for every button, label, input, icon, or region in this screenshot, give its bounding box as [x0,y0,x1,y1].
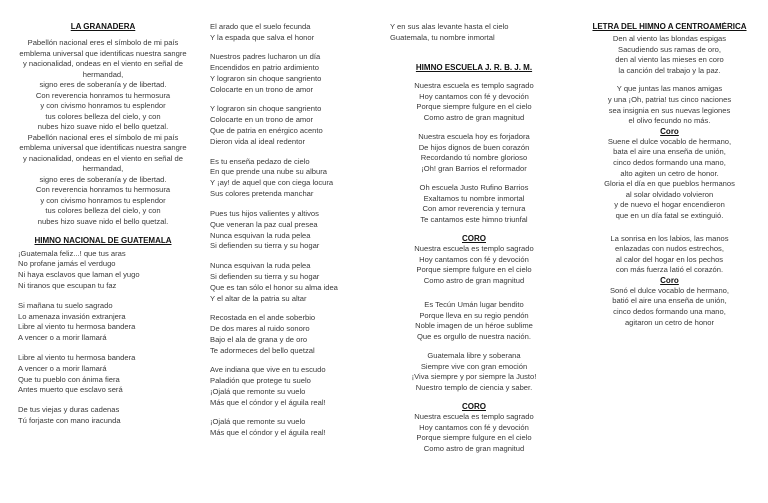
verse-line: Libre al viento tu hermosa bandera [18,352,136,362]
verse-line: cinco dedos formando una mano, [613,307,726,317]
verse-line: Con amor reverencia y ternura [422,204,526,213]
centroamerica-coro-2 [592,286,747,328]
verse-line: Si defienden su tierra y su hogar [210,241,320,251]
verse-line: Gloria el día en que pueblos hermanos [604,179,735,189]
verse-line: Pabellón nacional eres el símbolo de mi país [27,132,179,142]
stanza [210,157,370,201]
verse-line: Si mañana tu suelo sagrado [18,300,113,310]
verse-line: al solar olvidado volvieron [625,189,714,199]
verse-line: tus colores belleza del cielo, y con [45,111,161,121]
centroamerica-stanza-1 [592,34,747,76]
verse-line: Guatemala libre y soberana [427,351,521,360]
verse-line: cinco dedos formando una mano, [613,157,726,167]
verse-line: Te cantamos este himno triunfal [420,214,528,224]
stanza [18,353,188,397]
verse-line: Nuestro templo de ciencia y saber. [415,382,533,392]
himno-centroamerica-title: LETRA DEL HIMNO A CENTROAMÉRICA [592,22,747,31]
centroamerica-coro-label-2: Coro [660,275,679,285]
verse-line: Antes muerto que esclavo será [18,385,123,395]
centroamerica-coro-1 [592,137,747,222]
verse-line: enlazadas con nudos estrechos, [615,244,724,254]
verse-line: Que veneran la paz cual presea [210,219,318,229]
verse-line: la canción del trabajo y la paz. [618,65,721,75]
verse-line: agitaron un cetro de honor [624,317,715,327]
stanza [210,104,370,148]
verse-line: nubes hizo suave nido el bello quetzal. [37,122,169,131]
stanza [210,52,370,96]
verse-line: Con reverencia honramos tu hermosura [35,185,171,194]
verse-line: Y que juntas las manos amigas [616,84,723,94]
verse-line: al calor del hogar en los pechos [615,254,724,264]
column-himno-centroamerica [592,22,747,336]
stanza [390,351,558,393]
verse-line: signo eres de soberanía y de libertad. [39,80,167,89]
verse-line: Sonó el dulce vocablo de hermano, [609,285,730,295]
verse-line: ¡Ojalá que remonte su vuelo [210,417,306,427]
verse-line: Más que el cóndor y el águila real! [210,397,326,407]
verse-line: que en un día fatal se extinguió. [615,210,724,220]
la-granadera-text [18,38,188,227]
verse-line: Siempre vive con gran emoción [420,361,528,371]
verse-line: Hoy cantamos con fé y devoción [419,91,529,101]
centroamerica-stanza-2 [592,84,747,126]
himno-nacional-stanzas [18,249,188,427]
verse-line: Recordando tú nombre glorioso [420,153,528,162]
stanza [390,300,558,342]
verse-line: Y ¡ay! de aquel que con ciega locura [210,178,334,188]
verse-line: Colocarte en un trono de amor [210,85,313,95]
verse-line: No profane jamás el verdugo [18,259,116,269]
stanza [210,365,370,409]
himno-escuela-stanzas-2 [390,300,558,393]
verse-line: Y el altar de la patria su altar [210,293,307,303]
verse-line: Que de patria en enérgico acento [210,126,323,136]
verse-line: Colocarte en un trono de amor [210,115,313,125]
column-la-granadera [18,22,188,435]
stanza [18,405,188,427]
verse-line: Más que el cóndor y el águila real! [210,428,326,438]
himno-nacional-title: HIMNO NACIONAL DE GUATEMALA [34,235,172,245]
verse-line: y de nuevo el hogar encendieron [614,200,725,210]
verse-line: Y lograron sin choque sangriento [210,74,322,84]
verse-line: Sus colores pretenda manchar [210,189,314,199]
verse-line: Y lograron sin choque sangriento [210,104,322,114]
centroamerica-coro-label-1: Coro [660,126,679,136]
verse-line: Porque siempre fulgure en el cielo [416,102,532,111]
coro-2 [390,412,558,454]
verse-line: Si defienden su tierra y su hogar [210,271,320,281]
stanza [18,301,188,345]
verse-line: y nacionalidad, ondeas en el viento en señal de hermandad, [22,153,183,173]
verse-line: Y en sus alas levante hasta el cielo [390,22,509,31]
stanza [390,183,558,225]
stanza [390,132,558,174]
verse-line: De hijos dignos de buen corazón [418,142,530,152]
verse-line: Que es tan sólo el honor su alma idea [210,282,338,292]
verse-line: Porque siempre fulgure en el cielo [416,433,532,442]
verse-line: Lo amenaza invasión extranjera [18,311,126,321]
verse-line: Nuestra escuela es templo sagrado [414,412,534,421]
verse-line: Como astro de gran magnitud [423,112,525,122]
himno-escuela-title: HIMNO ESCUELA J. R. B. J. M. [415,63,533,72]
verse-line: Es Tecún Umán lugar bendito [424,300,524,309]
verse-line: Noble imagen de un héroe sublime [415,321,533,330]
verse-line: A vencer o a morir llamará [18,363,107,373]
verse-line: Con reverencia honramos tu hermosura [35,90,171,100]
verse-line: Te adormeces del bello quetzal [210,345,315,355]
verse-line: alto agiten un cetro de honor. [620,168,719,178]
himno-nacional-stanzas-continued [210,22,370,439]
verse-line: Den al viento las blondas espigas [612,34,727,43]
centroamerica-stanza-3 [592,234,747,276]
column-himno-escuela [390,22,558,463]
verse-line: sea insignia en sus nuevas legiones [608,105,731,115]
verse-line: En que prende una nube su albura [210,167,327,177]
verse-line: Nuestros padres lucharon un día [210,52,321,62]
verse-line: Oh escuela Justo Rufino Barrios [419,183,529,192]
verse-line: El arado que el suelo fecunda [210,22,311,31]
verse-line: Nuestra escuela es templo sagrado [414,244,534,253]
stanza [210,261,370,305]
verse-line: y con civismo honramos tu esplendor [40,195,166,205]
verse-line: Porque siempre fulgure en el cielo [416,265,532,274]
verse-line: ¡Ojalá que remonte su vuelo [210,386,306,396]
verse-line: Como astro de gran magnitud [423,443,525,453]
verse-line: Tú forjaste con mano iracunda [18,415,121,425]
verse-line: y con civismo honramos tu esplendor [40,101,166,110]
verse-line: Suene el dulce vocablo de hermano, [607,136,732,146]
verse-line: nubes hizo suave nido el bello quetzal. [37,216,169,226]
verse-line: Sacudiendo sus ramas de oro, [618,44,721,54]
verse-line: Hoy cantamos con fé y devoción [419,254,529,264]
verse-line: Dieron vida al ideal redentor [210,137,305,147]
verse-line: bata el aire una enseña de unión, [613,147,726,157]
verse-line: La sonrisa en los labios, las manos [610,233,729,243]
verse-line: Nuestra escuela es templo sagrado [414,81,534,90]
verse-line: Encendidos en patrio ardimiento [210,63,319,73]
column-himno-nacional-continued [210,22,370,448]
verse-line: Que tu pueblo con ánima fiera [18,374,120,384]
verse-line: Es tu enseña pedazo de cielo [210,156,310,166]
verse-line: Ni tiranos que escupan tu faz [18,281,117,291]
verse-line: Nunca esquivan la ruda pelea [210,230,311,240]
verse-line: el olivo fecundo no más. [628,116,711,126]
la-granadera-title: LA GRANADERA [70,22,136,31]
verse-line: Exaltamos tu nombre inmortal [423,193,525,203]
verse-line: batió el aire una enseña de unión, [612,296,727,306]
verse-line: tus colores belleza del cielo, y con [45,206,161,215]
verse-line: Nuestra escuela hoy es forjadora [418,132,530,141]
verse-line: Pues tus hijos valientes y altivos [210,208,319,218]
verse-line: Y la espada que salva el honor [210,32,315,42]
verse-line: Que es orgullo de nuestra nación. [417,331,531,341]
stanza [210,313,370,357]
verse-line: den al viento las mieses en coro [615,55,724,65]
verse-line: Bajo el ala de grana y de oro [210,334,308,344]
verse-line: emblema universal que identificas nuestra sangre [19,48,187,58]
verse-line: Paladión que protege tu suelo [210,375,311,385]
verse-line: Recostada en el ande soberbio [210,312,316,322]
verse-line: De tus viejas y duras cadenas [18,404,120,414]
verse-line: con más fuerza latió el corazón. [615,265,724,275]
verse-line: Porque lleva en su regio pendón [419,310,529,320]
verse-line: Guatemala, tu nombre inmortal [390,32,495,42]
verse-line: Ni haya esclavos que laman el yugo [18,270,140,280]
coro-label-1: CORO [462,234,486,243]
stanza [210,417,370,439]
verse-line: Hoy cantamos con fé y devoción [419,422,529,432]
verse-line: y una ¡Oh, patria! tus cinco naciones [607,94,732,104]
verse-line: Nunca esquivan la ruda pelea [210,260,311,270]
verse-line: ¡Guatemala feliz...! que tus aras [18,248,126,258]
coro-1 [390,244,558,286]
stanza [210,209,370,253]
coro-label-2: CORO [462,402,486,411]
himno-nacional-closing [390,22,558,43]
verse-line: Libre al viento tu hermosa bandera [18,322,136,332]
verse-line: A vencer o a morir llamará [18,333,107,343]
verse-line: ¡Viva siempre y por siempre la Justo! [411,372,537,381]
verse-line: signo eres de soberanía y de libertad. [39,174,167,184]
verse-line: y nacionalidad, ondeas en el viento en señal de hermandad, [22,59,183,79]
verse-line: Como astro de gran magnitud [423,275,525,285]
verse-line: Ave indiana que vive en tu escudo [210,365,326,375]
verse-line: ¡Oh! gran Barrios el reformador [421,163,527,173]
stanza [210,22,370,44]
stanza [18,249,188,293]
verse-line: emblema universal que identificas nuestra sangre [19,143,187,152]
verse-line: De dos mares al ruido sonoro [210,323,310,333]
himno-escuela-stanzas-1 [390,81,558,225]
verse-line: Pabellón nacional eres el símbolo de mi país [27,38,179,47]
stanza [390,81,558,123]
